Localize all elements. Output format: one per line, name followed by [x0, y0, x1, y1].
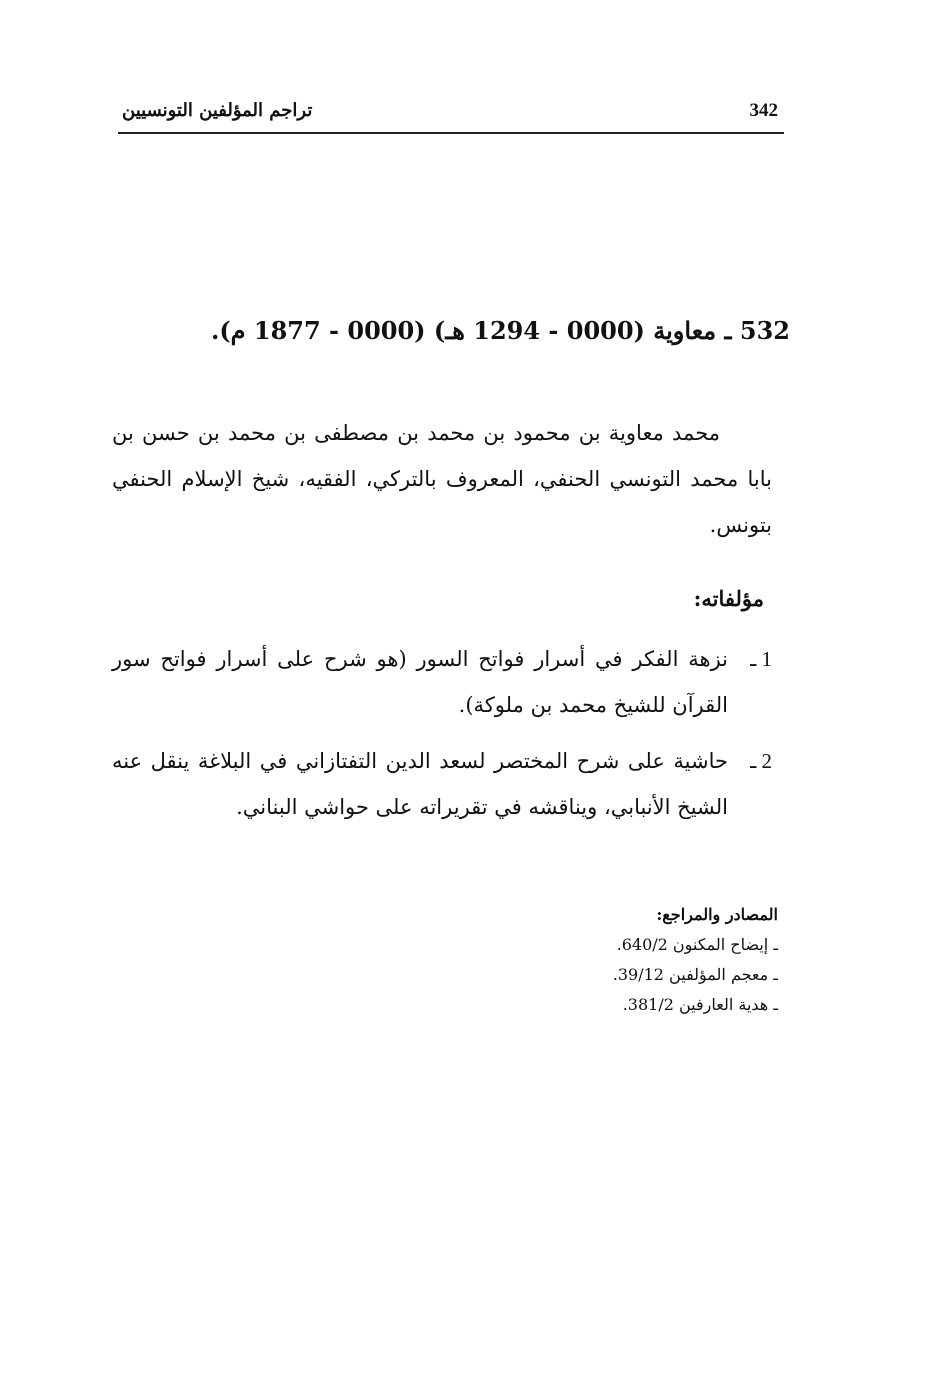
item-number: 1 ـ: [750, 647, 772, 671]
biography: [112, 410, 772, 548]
entry-heading: 532 ـ معاوية (0000 - 1294 هـ) (0000 - 1877 م).: [210, 316, 790, 345]
item-text: نزهة الفكر في أسرار فواتح السور (هو شرح على أسرار فواتح سور القرآن للشيخ محمد بن ملوكة).: [112, 647, 728, 717]
works-heading: مؤلفاته:: [693, 586, 764, 611]
item-number: 2 ـ: [750, 749, 772, 773]
source-item: ـ هدية العارفين 381/2.: [622, 995, 778, 1014]
running-title: تراجم المؤلفين التونسيين: [122, 100, 313, 121]
list-item: [112, 738, 772, 830]
running-header: [118, 96, 784, 134]
works-list: [112, 636, 772, 840]
sources-section: [478, 900, 778, 1020]
source-item: ـ إيضاح المكنون 640/2.: [616, 935, 778, 954]
page-number: 342: [749, 100, 778, 121]
item-text: حاشية على شرح المختصر لسعد الدين التفتازاني في البلاغة ينقل عنه الشيخ الأنبابي، ويناقشه في تقريراته على حواشي البناني.: [112, 749, 728, 819]
sources-list: [478, 930, 778, 1020]
list-item: [112, 636, 772, 728]
biography-text: محمد معاوية بن محمود بن محمد بن مصطفى بن محمد بن حسن بن بابا محمد التونسي الحنفي، المعروف بالتركي، الفقيه، شيخ الإسلام الحنفي بتونس.: [112, 421, 772, 537]
sources-heading: المصادر والمراجع:: [656, 905, 778, 924]
source-item: ـ معجم المؤلفين 39/12.: [612, 965, 778, 984]
